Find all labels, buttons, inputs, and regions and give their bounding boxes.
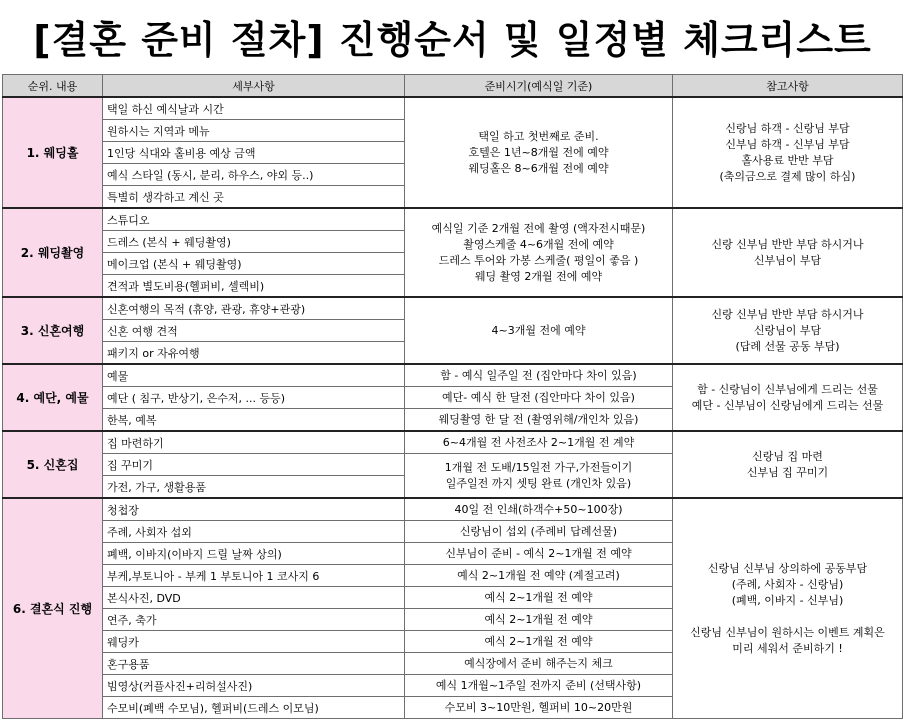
category-cell: 4. 예단, 예물 bbox=[3, 364, 103, 431]
detail-cell: 연주, 축가 bbox=[103, 609, 405, 631]
timing-cell: 예식 2~1개월 전 예약 bbox=[405, 587, 673, 609]
table-row bbox=[3, 498, 903, 521]
reference-cell: 신랑 신부님 반반 부담 하시거나 신랑님이 부담 (답례 선물 공동 부담) bbox=[673, 297, 903, 364]
timing-cell: 예단- 예식 한 달전 (집안마다 차이 있음) bbox=[405, 387, 673, 409]
reference-cell: 신랑님 집 마련 신부님 집 꾸미기 bbox=[673, 431, 903, 498]
timing-cell: 1개월 전 도배/15일전 가구,가전들이기 일주일전 까지 셋팅 완료 (개인차 있음) bbox=[405, 454, 673, 499]
timing-cell: 예식 2~1개월 전 예약 bbox=[405, 631, 673, 653]
detail-cell: 본식사진, DVD bbox=[103, 587, 405, 609]
checklist-table bbox=[2, 74, 903, 719]
detail-cell: 예식 스타일 (동시, 분리, 하우스, 야외 등..) bbox=[103, 164, 405, 186]
timing-cell: 예식 1개월~1주일 전까지 준비 (선택사항) bbox=[405, 675, 673, 697]
detail-cell: 예단 ( 침구, 반상기, 은수저, ... 등등) bbox=[103, 387, 405, 409]
detail-cell: 집 마련하기 bbox=[103, 431, 405, 454]
header-reference: 참고사항 bbox=[673, 75, 903, 98]
timing-cell: 신부님이 준비 - 예식 2~1개월 전 예약 bbox=[405, 543, 673, 565]
detail-cell: 가전, 가구, 생활용품 bbox=[103, 476, 405, 499]
reference-cell: 함 - 신랑님이 신부님에게 드리는 선물 예단 - 신부님이 신랑님에게 드리는 선물 bbox=[673, 364, 903, 431]
detail-cell: 부케,부토니아 - 부케 1 부토니아 1 코사지 6 bbox=[103, 565, 405, 587]
category-cell: 5. 신혼집 bbox=[3, 431, 103, 498]
detail-cell: 메이크업 (본식 + 웨딩촬영) bbox=[103, 253, 405, 275]
timing-cell: 수모비 3~10만원, 헬퍼비 10~20만원 bbox=[405, 697, 673, 719]
table-row bbox=[3, 97, 903, 120]
detail-cell: 폐백, 이바지(이바지 드릴 날짜 상의) bbox=[103, 543, 405, 565]
detail-cell: 빔영상(커플사진+리허설사진) bbox=[103, 675, 405, 697]
timing-cell: 6~4개월 전 사전조사 2~1개월 전 계약 bbox=[405, 431, 673, 454]
detail-cell: 청첩장 bbox=[103, 498, 405, 521]
timing-cell: 택일 하고 첫번째로 준비. 호텔은 1년~8개월 전에 예약 웨딩홀은 8~6개월 전에 예약 bbox=[405, 97, 673, 208]
detail-cell: 혼구용품 bbox=[103, 653, 405, 675]
timing-cell: 예식 2~1개월 전 예약 bbox=[405, 609, 673, 631]
detail-cell: 택일 하신 예식날과 시간 bbox=[103, 97, 405, 120]
detail-cell: 특별히 생각하고 계신 곳 bbox=[103, 186, 405, 209]
detail-cell: 주례, 사회자 섭외 bbox=[103, 521, 405, 543]
detail-cell: 패키지 or 자유여행 bbox=[103, 342, 405, 365]
timing-cell: 예식 2~1개월 전 예약 (계절고려) bbox=[405, 565, 673, 587]
reference-cell: 신랑 신부님 반반 부담 하시거나 신부님이 부담 bbox=[673, 208, 903, 297]
category-cell: 1. 웨딩홀 bbox=[3, 97, 103, 208]
detail-cell: 드레스 (본식 + 웨딩촬영) bbox=[103, 231, 405, 253]
timing-cell: 40일 전 인쇄(하객수+50~100장) bbox=[405, 498, 673, 521]
timing-cell: 예식장에서 준비 해주는지 체크 bbox=[405, 653, 673, 675]
detail-cell: 신혼여행의 목적 (휴양, 관광, 휴양+관광) bbox=[103, 297, 405, 320]
category-cell: 2. 웨딩촬영 bbox=[3, 208, 103, 297]
detail-cell: 웨딩카 bbox=[103, 631, 405, 653]
table-row bbox=[3, 364, 903, 387]
category-cell: 6. 결혼식 진행 bbox=[3, 498, 103, 719]
detail-cell: 원하시는 지역과 메뉴 bbox=[103, 120, 405, 142]
reference-cell: 신랑님 하객 - 신랑님 부담 신부님 하객 - 신부님 부담 홀사용료 반반 부담 (축의금으로 결제 많이 하심) bbox=[673, 97, 903, 208]
table-row bbox=[3, 297, 903, 320]
detail-cell: 한복, 예복 bbox=[103, 409, 405, 432]
timing-cell: 4~3개월 전에 예약 bbox=[405, 297, 673, 364]
header-row bbox=[3, 75, 903, 98]
header-details: 세부사항 bbox=[103, 75, 405, 98]
detail-cell: 스튜디오 bbox=[103, 208, 405, 231]
detail-cell: 신혼 여행 견적 bbox=[103, 320, 405, 342]
detail-cell: 예물 bbox=[103, 364, 405, 387]
timing-cell: 예식일 기준 2개월 전에 촬영 (액자전시때문) 촬영스케줄 4~6개월 전에 예약 드레스 투어와 가봉 스케줄( 평일이 좋음 ) 웨딩 촬영 2개월 전에 예약 bbox=[405, 208, 673, 297]
detail-cell: 견적과 별도비용(헬퍼비, 셀렉비) bbox=[103, 275, 405, 298]
table-row bbox=[3, 208, 903, 231]
timing-cell: 신랑님이 섭외 (주례비 답례선물) bbox=[405, 521, 673, 543]
header-timing: 준비시기(예식일 기준) bbox=[405, 75, 673, 98]
timing-cell: 웨딩촬영 한 달 전 (촬영위해/개인차 있음) bbox=[405, 409, 673, 432]
page-title: [결혼 준비 절차] 진행순서 및 일정별 체크리스트 bbox=[33, 17, 872, 62]
detail-cell: 수모비(폐백 수모님), 헬퍼비(드레스 이모님) bbox=[103, 697, 405, 719]
timing-cell: 함 - 예식 일주일 전 (집안마다 차이 있음) bbox=[405, 364, 673, 387]
category-cell: 3. 신혼여행 bbox=[3, 297, 103, 364]
table-row bbox=[3, 431, 903, 454]
detail-cell: 집 꾸미기 bbox=[103, 454, 405, 476]
reference-cell: 신랑님 신부님 상의하에 공동부담 (주례, 사회자 - 신랑님) (폐백, 이바지 - 신부님) 신랑님 신부님이 원하시는 이벤트 계획은 미리 세워서 준비하기 ! bbox=[673, 498, 903, 719]
header-category: 순위. 내용 bbox=[3, 75, 103, 98]
detail-cell: 1인당 식대와 홀비용 예상 금액 bbox=[103, 142, 405, 164]
